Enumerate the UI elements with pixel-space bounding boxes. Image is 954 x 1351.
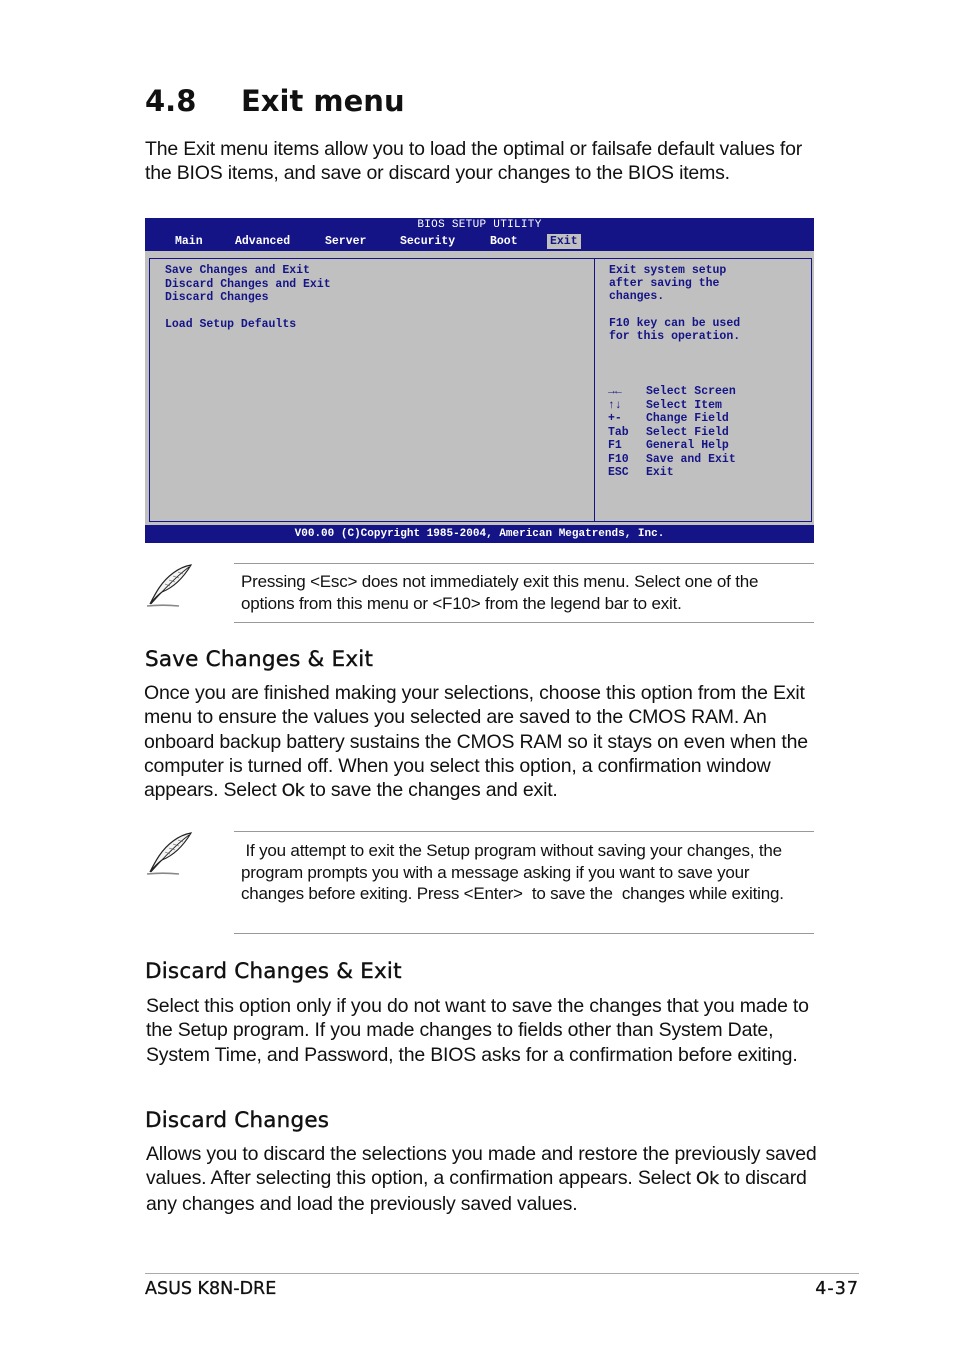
bios-menu-items <box>165 264 331 332</box>
discard-exit-paragraph: Select this option only if you do not want to save the changes that you made to the Setup program. If you made changes to fields other than System Date, System Time, and Password, the BIOS asks for a confirmation before exiting. <box>146 995 809 1066</box>
bios-tab-server[interactable]: Server <box>325 235 367 248</box>
bios-item-discard-changes-exit[interactable]: Discard Changes and Exit <box>165 277 331 291</box>
legend-desc: Save and Exit <box>646 452 736 466</box>
legend-desc: Select Field <box>646 425 729 439</box>
help-spacer <box>609 304 740 317</box>
bios-tab-main[interactable]: Main <box>175 235 203 248</box>
paragraph-text: Once you are finished making your selections, choose this option from the Exit menu to ensure the values you selected are saved to the CMOS RAM. An onboard backup battery sustains the CMOS RAM so it stays on even when the computer is turned off. When you select this option, a confirmation window appears. Select <box>144 682 808 802</box>
bios-tab-security[interactable]: Security <box>400 235 456 248</box>
help-line: changes. <box>609 290 665 304</box>
paragraph-text: Allows you to discard the selections you made and restore the previously saved values. After selecting this option, a confirmation appears. Select <box>146 1143 817 1190</box>
paragraph-text: to save the changes and exit. <box>304 779 558 802</box>
legend-key: ESC <box>608 466 629 479</box>
bios-item-discard-changes[interactable]: Discard Changes <box>165 291 269 304</box>
bios-tab-boot[interactable]: Boot <box>490 235 518 248</box>
legend-desc: Change Field <box>646 412 729 425</box>
help-line: F10 key can be used <box>609 316 741 330</box>
note-text: Pressing <Esc> does not immediately exit this menu. Select one of the options from this menu or <F10> from the legend bar to exit. <box>241 572 759 613</box>
legend-key: +- <box>608 412 622 425</box>
note-box-save-prompt <box>234 831 814 934</box>
save-changes-paragraph <box>144 681 824 803</box>
bios-item-load-setup-defaults[interactable]: Load Setup Defaults <box>165 318 297 331</box>
bios-utility-title: BIOS SETUP UTILITY <box>417 219 542 231</box>
legend-key: F1 <box>608 439 622 452</box>
section-heading-save-changes-exit: Save Changes & Exit <box>145 647 374 672</box>
arrows-vertical-icon: ↑↓ <box>608 398 622 412</box>
help-line: for this operation. <box>609 330 741 343</box>
legend-key: F10 <box>608 452 629 466</box>
feather-pen-icon <box>145 830 195 876</box>
section-title: Exit menu <box>241 84 405 118</box>
section-heading-discard-changes: Discard Changes <box>145 1108 330 1133</box>
footer-page-number: 4-37 <box>815 1279 859 1299</box>
bios-copyright-bar: V00.00 (C)Copyright 1985-2004, American Megatrends, Inc. <box>145 525 814 543</box>
feather-pen-icon <box>145 562 195 608</box>
paragraph-text: to discard any changes and load the previously saved values. <box>146 1167 807 1215</box>
arrows-horizontal-icon: →← <box>608 385 622 398</box>
ok-option-label: Ok <box>281 781 305 802</box>
help-line: after saving the <box>609 277 720 291</box>
section-number: 4.8 <box>145 84 197 118</box>
bios-item-spacer <box>165 305 331 319</box>
note-text: If you attempt to exit the Setup program without saving your changes, the program prompts you with a message asking if you want to save your changes before exiting. Press <Enter> to save the changes while exiting. <box>241 841 787 903</box>
bios-screen <box>145 218 814 543</box>
legend-desc: General Help <box>646 439 729 452</box>
bios-item-save-changes-exit[interactable]: Save Changes and Exit <box>165 264 310 277</box>
bios-header-bar <box>145 218 814 251</box>
legend-key: Tab <box>608 425 629 439</box>
help-line: Exit system setup <box>609 264 727 277</box>
bios-tab-advanced[interactable]: Advanced <box>235 235 291 248</box>
legend-desc: Select Item <box>646 398 722 412</box>
discard-changes-paragraph <box>146 1142 826 1216</box>
ok-option-label: Ok <box>696 1169 719 1190</box>
bios-help-text <box>609 264 740 343</box>
note-box-esc <box>234 563 814 623</box>
legend-desc: Exit <box>646 466 674 479</box>
footer-product-name: ASUS K8N-DRE <box>145 1279 277 1299</box>
section-heading-discard-changes-exit: Discard Changes & Exit <box>145 959 402 984</box>
intro-paragraph: The Exit menu items allow you to load the optimal or failsafe default values for the BIOS items, and save or discard your changes to the BIOS items. <box>145 138 803 185</box>
bios-panel-divider <box>594 258 595 522</box>
footer-rule <box>145 1273 859 1274</box>
page-title <box>145 84 405 118</box>
bios-tab-exit[interactable]: Exit <box>547 234 581 249</box>
legend-desc: Select Screen <box>646 385 736 398</box>
